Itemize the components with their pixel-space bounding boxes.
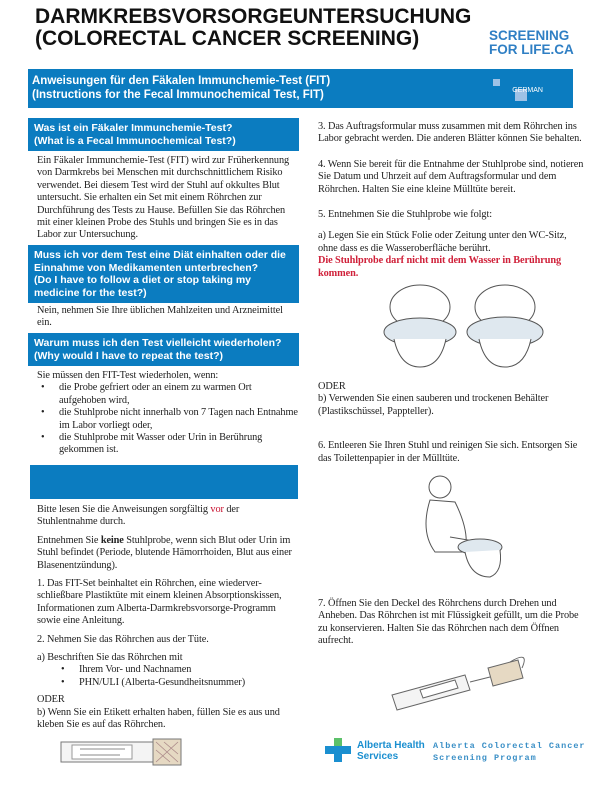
water-warning: Die Stuhlprobe darf nicht mit dem Wasser in Berührung kommen. <box>318 255 561 279</box>
language-label: GERMAN <box>512 87 543 94</box>
header-german: Warum muss ich den Test vielleicht wiederholen? <box>34 337 282 349</box>
logo-line2: FOR LIFE.CA <box>489 42 574 57</box>
step-5: 5. Entnehmen Sie die Stuhlprobe wie folgt: <box>318 209 492 221</box>
section-body <box>37 370 299 457</box>
title-english: (COLORECTAL CANCER SCREENING) <box>35 27 420 50</box>
logo-line1: SCREENING <box>489 28 570 43</box>
header-english: (What is a Fecal Immunochemical Test?) <box>34 134 236 147</box>
screening-for-life-logo <box>489 29 574 57</box>
blank-header-bar <box>30 465 298 499</box>
text: Stuhlprobe, wenn sich Blut oder Urin im Stuhl befindet (Periode, blutende Hämorrhoiden, Blut aus einer Blasenentzündung). <box>37 534 292 571</box>
toilet-illustrations <box>380 277 550 372</box>
repeat-reasons-list <box>37 382 299 456</box>
list-item: • die Stuhlprobe mit Wasser oder Urin in Berührung gekommen ist. <box>37 432 299 457</box>
no-sample-warning <box>37 535 299 572</box>
step-5a: a) Legen Sie ein Stück Folie oder Zeitung unter den WC-Sitz, ohne dass es die Wasseroberfläche berührt. <box>318 230 567 254</box>
text: Bitte lesen Sie die Anweisungen sorgfältig <box>37 504 211 515</box>
decor-square <box>493 79 500 86</box>
alberta-health-services-logo <box>357 740 425 762</box>
step-1: 1. Das FIT-Set beinhaltet ein Röhrchen, eine wiederver-schließbare Plastiktüte mit einem kleinen Absorptionskissen, Informationen zum Alberta-Darmkrebsvorsorge-Programm sowie eine Anleitung. <box>37 578 282 627</box>
section-header-diet <box>28 245 299 303</box>
ahs-line2: Services <box>357 751 399 762</box>
or-label: ODER <box>318 381 346 392</box>
title-german: DARMKREBSVORSORGEUNTERSUCHUNG <box>35 5 472 28</box>
tube-label-illustration <box>60 736 185 768</box>
section-body: Ein Fäkaler Immunchemie-Test (FIT) wird zur Früherkennung von Darmkrebs bei Menschen mit durchschnittlichem Risiko verwendet. Bei diesem Test wird der Stuhl auf okkultes Blut untersucht. Sie erhalten ein Set mit einem Röhrchen zur Durchführung des Tests zu Hause. Befüllen Sie das Röhrchen mit einer kleinen Probe des Stuhls und bringen Sie es in das Labor zur Untersuchung. <box>37 155 290 241</box>
step-2b: b) Wenn Sie ein Etikett erhalten haben, füllen Sie es aus und kleben Sie es auf das Röhrchen. <box>37 706 280 731</box>
step-4: 4. Wenn Sie bereit für die Entnahme der Stuhlprobe sind, notieren Sie Datum und Uhrzeit auf dem Auftragsformular und dem Röhrchen. Halten Sie eine kleine Mülltüte bereit. <box>318 158 584 195</box>
step-3: 3. Das Auftragsformular muss zusammen mit dem Röhrchen ins Labor gebracht werden. Die anderen Blätter können Sie behalten. <box>318 121 582 145</box>
or-label: ODER <box>37 694 65 706</box>
header-german: Was ist ein Fäkaler Immunchemie-Test? <box>34 122 233 134</box>
section-body: Nein, nehmen Sie Ihre üblichen Mahlzeiten und Arzneimittel ein. <box>37 305 283 329</box>
header-german: Muss ich vor dem Test eine Diät einhalten oder die Einnahme von Medikamenten unterbrechen? <box>34 249 286 274</box>
step-2: 2. Nehmen Sie das Röhrchen aus der Tüte. <box>37 633 209 645</box>
section-header-what-is-fit <box>28 118 299 151</box>
step-2a: a) Beschriften Sie das Röhrchen mit <box>37 652 183 664</box>
instructions-right-mid <box>318 381 588 465</box>
header-english: (Do I have to follow a diet or stop taking my medicine for the test?) <box>34 274 252 299</box>
banner-title-english: (Instructions for the Fecal Immunochemical Test, FIT) <box>32 89 324 101</box>
header-english: (Why would I have to repeat the test?) <box>34 349 224 362</box>
instructions-banner <box>28 69 573 108</box>
banner-title-german: Anweisungen für den Fäkalen Immunchemie-Test (FIT) <box>32 75 331 87</box>
intro: Sie müssen den FIT-Test wiederholen, wenn: <box>37 370 219 381</box>
step-6: 6. Entleeren Sie Ihren Stuhl und reinigen Sie sich. Entsorgen Sie das Toilettenpapier in der Mülltüte. <box>318 440 578 464</box>
label-list <box>37 664 299 689</box>
list-item: • die Stuhlprobe nicht innerhalb von 7 Tagen nach Entnahme im Labor vorliegt oder, <box>37 407 299 432</box>
instructions-left <box>37 504 299 732</box>
step-5b: b) Verwenden Sie einen sauberen und trockenen Behälter (Plastikschüssel, Pappteller). <box>318 393 549 417</box>
open-tube-illustration <box>390 650 530 715</box>
text: Entnehmen Sie <box>37 534 101 546</box>
ahs-cross-icon <box>325 738 351 762</box>
program-line1: Alberta Colorectal Cancer <box>433 741 586 751</box>
step-7: 7. Öffnen Sie den Deckel des Röhrchens durch Drehen und Anheben. Das Röhrchen ist mit Flüssigkeit gefüllt, um die Probe zu konservieren. Halten Sie das Röhrchen nach dem Öffnen aufrecht. <box>318 598 579 647</box>
read-first <box>37 504 299 529</box>
list-item: • die Probe gefriert oder an einem zu warmen Ort aufgehoben wird, <box>37 382 299 407</box>
program-name <box>433 740 586 764</box>
seated-person-illustration <box>395 472 515 582</box>
section-header-repeat <box>28 333 299 366</box>
program-line2: Screening Program <box>433 753 537 763</box>
list-item: • PHN/ULI (Alberta-Gesundheitsnummer) <box>57 677 299 689</box>
page-title <box>35 6 471 50</box>
emphasis: vor <box>210 504 224 515</box>
text: der Stuhlentnahme durch. <box>37 504 240 528</box>
ahs-line1: Alberta Health <box>357 740 425 751</box>
list-item: • Ihrem Vor- und Nachnamen <box>57 664 299 676</box>
emphasis: keine <box>100 534 124 546</box>
instructions-right-top <box>318 121 588 280</box>
